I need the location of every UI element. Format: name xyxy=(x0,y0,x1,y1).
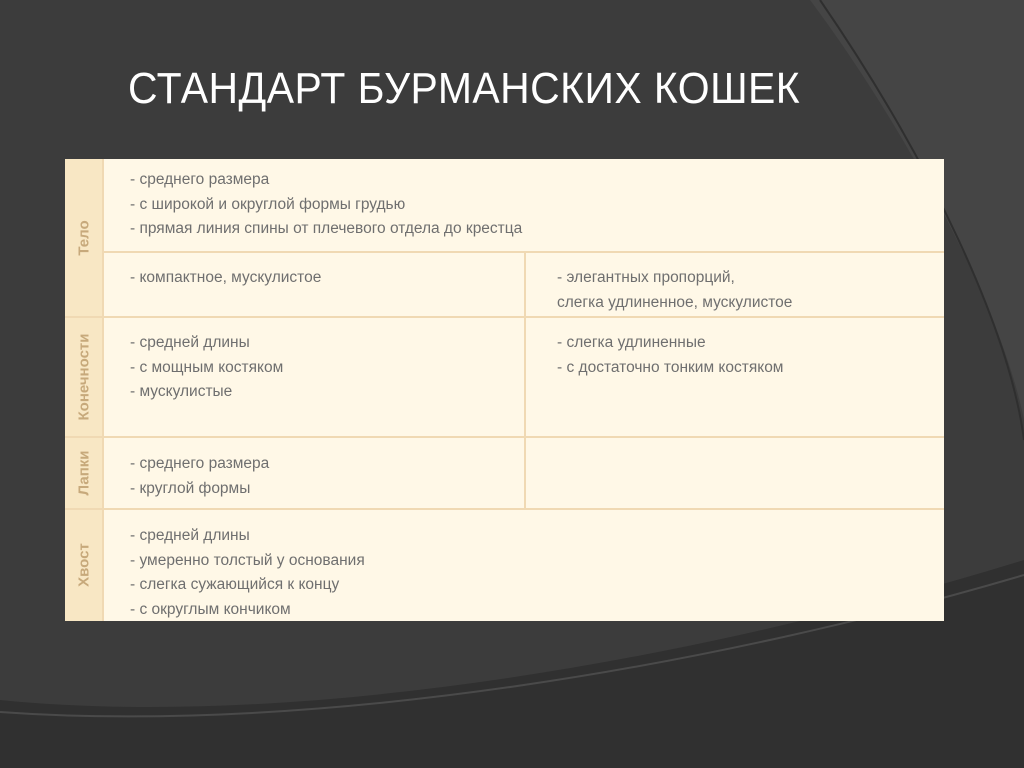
side-cell-paws xyxy=(65,437,102,509)
paws-left-line-1: - среднего размера xyxy=(130,455,270,472)
body-left-line-1: - компактное, мускулистое xyxy=(130,269,322,286)
limbs-right-line-2: - с достаточно тонким костяком xyxy=(557,358,784,376)
label-tail: Хвост xyxy=(75,543,92,587)
tail-line-1: - средней длины xyxy=(130,527,250,544)
cell-limbs-right xyxy=(557,322,937,380)
grid-line-h3 xyxy=(65,436,944,438)
paws-left-line-2: - круглой формы xyxy=(130,479,251,497)
tail-line-4: - с округлым кончиком xyxy=(130,600,291,618)
grid-line-side xyxy=(102,159,104,621)
limbs-left-line-3: - мускулистые xyxy=(130,383,233,400)
body-common-line-3: - прямая линия спины от плечевого отдела до крестца xyxy=(130,220,523,237)
tail-line-2: - умеренно толстый у основания xyxy=(130,551,365,569)
limbs-left-line-1: - средней длины xyxy=(130,334,250,351)
cell-body-common xyxy=(130,159,930,242)
body-common-line-1: - среднего размера xyxy=(130,171,270,188)
body-common-line-2: - с широкой и округлой формы грудью xyxy=(130,195,406,213)
grid-line-h1 xyxy=(102,251,944,253)
cell-paws-left xyxy=(130,443,510,501)
body-right-line-1: - элегантных пропорций, xyxy=(557,269,735,286)
label-body: Тело xyxy=(75,220,92,256)
slide-title: СТАНДАРТ БУРМАНСКИХ КОШЕК xyxy=(128,64,801,113)
cell-tail-common xyxy=(130,515,930,621)
side-cell-tail xyxy=(65,509,102,621)
cell-body-right xyxy=(557,257,937,315)
side-cell-limbs xyxy=(65,317,102,437)
tail-line-3: - слегка сужающийся к концу xyxy=(130,576,340,593)
grid-line-h2 xyxy=(65,316,944,318)
side-cell-body xyxy=(65,159,102,317)
limbs-right-line-1: - слегка удлиненные xyxy=(557,334,706,351)
body-right-line-2: слегка удлиненное, мускулистое xyxy=(557,293,793,311)
label-paws: Лапки xyxy=(75,450,92,496)
cell-limbs-left xyxy=(130,322,510,405)
cell-body-left xyxy=(130,257,510,291)
label-limbs: Конечности xyxy=(75,333,92,421)
grid-line-h4 xyxy=(65,508,944,510)
limbs-left-line-2: - с мощным костяком xyxy=(130,358,284,376)
grid-line-middle xyxy=(524,252,526,509)
breed-standard-table xyxy=(65,159,944,621)
